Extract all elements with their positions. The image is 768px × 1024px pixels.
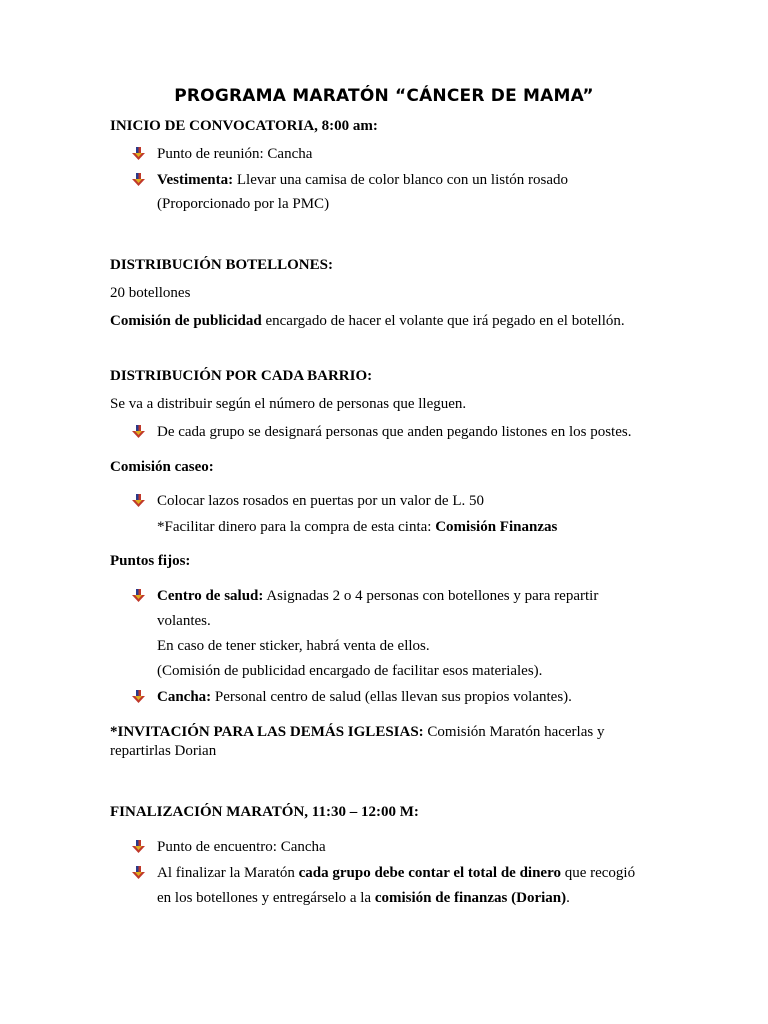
- invitacion-line: [110, 723, 604, 741]
- arrow-bullet-icon: [132, 494, 146, 508]
- vestimenta-text: Llevar una camisa de color blanco con un listón rosado: [233, 172, 569, 188]
- list-item-finalizar: [157, 864, 635, 882]
- list-item-vestimenta: [157, 171, 568, 189]
- finalizar-cont-1: en los botellones y entregárselo a la: [157, 890, 375, 906]
- arrow-bullet-icon: [132, 147, 146, 161]
- cancha-text: Personal centro de salud (ellas llevan sus propios volantes).: [211, 689, 572, 705]
- botellones-count: 20 botellones: [110, 285, 191, 301]
- list-item-listones: De cada grupo se designará personas que anden pegando listones en los postes.: [157, 424, 632, 440]
- arrow-bullet-icon: [132, 589, 146, 603]
- publicidad-text: (Comisión de publicidad encargado de facilitar esos materiales).: [157, 663, 543, 679]
- heading-caseo: Comisión caseo:: [110, 459, 214, 475]
- centro-salud-continuation: volantes.: [157, 613, 211, 629]
- arrow-bullet-icon: [132, 173, 146, 187]
- heading-inicio: INICIO DE CONVOCATORIA, 8:00 am:: [110, 118, 378, 134]
- finalizar-bold-2: comisión de finanzas (Dorian): [374, 890, 567, 906]
- arrow-bullet-icon: [132, 866, 146, 880]
- finalizar-text-2: que recogió: [560, 865, 636, 881]
- list-item-cancha: [157, 688, 572, 706]
- list-item-centro-salud: [157, 587, 598, 605]
- centro-salud-text: Asignadas 2 o 4 personas con botellones y para repartir: [263, 588, 599, 604]
- comision-publicidad-line: [110, 312, 625, 330]
- barrio-text: Se va a distribuir según el número de personas que lleguen.: [110, 396, 467, 412]
- list-item-punto-reunion: Punto de reunión: Cancha: [157, 146, 313, 162]
- finalizar-text-1: Al finalizar la Maratón: [157, 865, 299, 881]
- arrow-bullet-icon: [132, 425, 146, 439]
- arrow-bullet-icon: [132, 840, 146, 854]
- invitacion-text: Comisión Maratón hacerlas y: [423, 724, 605, 740]
- heading-botellones: DISTRIBUCIÓN BOTELLONES:: [110, 257, 333, 273]
- heading-finalizacion: FINALIZACIÓN MARATÓN, 11:30 – 12:00 M:: [110, 804, 419, 820]
- finalizar-cont-2: .: [566, 890, 570, 906]
- arrow-bullet-icon: [132, 690, 146, 704]
- comision-publicidad-label: Comisión de publicidad: [110, 313, 262, 329]
- heading-barrio: DISTRIBUCIÓN POR CADA BARRIO:: [110, 368, 373, 384]
- cancha-label: Cancha:: [157, 689, 212, 705]
- list-item-punto-encuentro: Punto de encuentro: Cancha: [157, 839, 326, 855]
- centro-salud-label: Centro de salud:: [157, 588, 264, 604]
- vestimenta-continuation: (Proporcionado por la PMC): [157, 196, 330, 212]
- list-item-lazos: Colocar lazos rosados en puertas por un valor de L. 50: [157, 493, 484, 509]
- vestimenta-label: Vestimenta:: [157, 172, 234, 188]
- document-title: PROGRAMA MARATÓN “CÁNCER DE MAMA”: [174, 86, 594, 106]
- sticker-text: En caso de tener sticker, habrá venta de ellos.: [157, 638, 430, 654]
- finalizar-bold-1: cada grupo debe contar el total de dinero: [298, 865, 561, 881]
- invitacion-continuation: repartirlas Dorian: [110, 743, 217, 759]
- comision-publicidad-text: encargado de hacer el volante que irá pegado en el botellón.: [261, 313, 625, 329]
- caseo-note-text: *Facilitar dinero para la compra de esta cinta:: [157, 519, 436, 535]
- heading-puntos-fijos: Puntos fijos:: [110, 553, 191, 569]
- invitacion-label: *INVITACIÓN PARA LAS DEMÁS IGLESIAS:: [110, 724, 424, 740]
- caseo-note-bold: Comisión Finanzas: [435, 519, 558, 535]
- finalizar-continuation: [157, 889, 570, 907]
- caseo-note: [157, 518, 557, 536]
